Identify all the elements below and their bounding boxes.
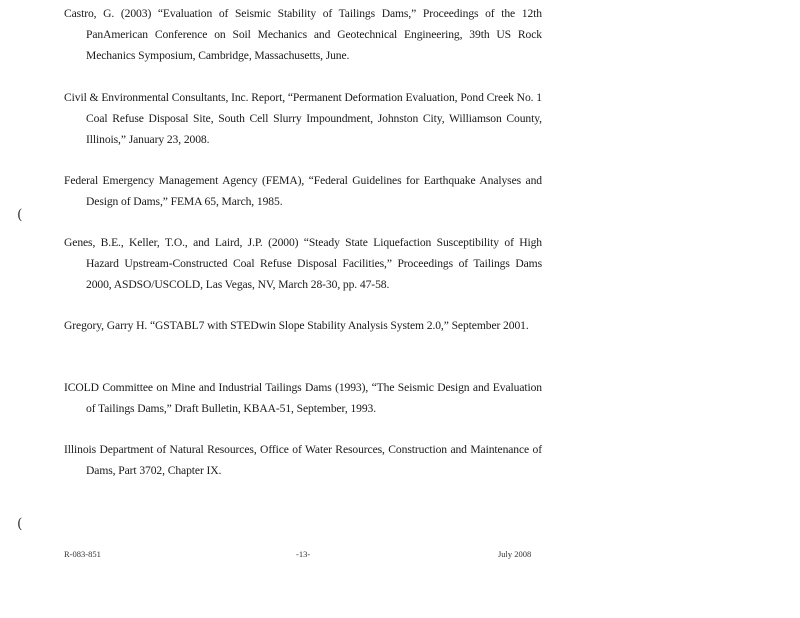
margin-punch-mark: ( [17, 516, 23, 532]
footer-date: July 2008 [498, 549, 532, 559]
reference-entry: Civil & Environmental Consultants, Inc. Report, “Permanent Deformation Evaluation, Pond Creek No. 1 Coal Refuse Disposal Site, South Cell Slurry Impoundment, Johnston City, Williamson County, Illinois,” January 23, 2008. [64, 91, 542, 146]
footer-document-number: R-083-851 [64, 549, 101, 559]
reference-entry: Castro, G. (2003) “Evaluation of Seismic Stability of Tailings Dams,” Proceedings of the 12th PanAmerican Conference on Soil Mechanics and Geotechnical Engineering, 39th US Rock Mechanics Symposium, Cambridge, Massachusetts, June. [64, 7, 542, 62]
reference-entry: Genes, B.E., Keller, T.O., and Laird, J.P. (2000) “Steady State Liquefaction Susceptibility of High Hazard Upstream-Constructed Coal Refuse Disposal Facilities,” Proceedings of Tailings Dams 2000, ASDSO/USCOLD, Las Vegas, NV, March 28-30, pp. 47-58. [64, 236, 542, 291]
reference-entry: Federal Emergency Management Agency (FEMA), “Federal Guidelines for Earthquake Analyses and Design of Dams,” FEMA 65, March, 1985. [64, 174, 542, 208]
reference-entry: Gregory, Garry H. “GSTABL7 with STEDwin Slope Stability Analysis System 2.0,” September 2001. [64, 319, 529, 332]
footer-page-number: -13- [296, 549, 311, 559]
reference-entry: Illinois Department of Natural Resources, Office of Water Resources, Construction and Maintenance of Dams, Part 3702, Chapter IX. [64, 443, 542, 477]
margin-punch-mark: ( [17, 207, 23, 223]
reference-entry: ICOLD Committee on Mine and Industrial Tailings Dams (1993), “The Seismic Design and Evaluation of Tailings Dams,” Draft Bulletin, KBAA-51, September, 1993. [64, 381, 542, 415]
